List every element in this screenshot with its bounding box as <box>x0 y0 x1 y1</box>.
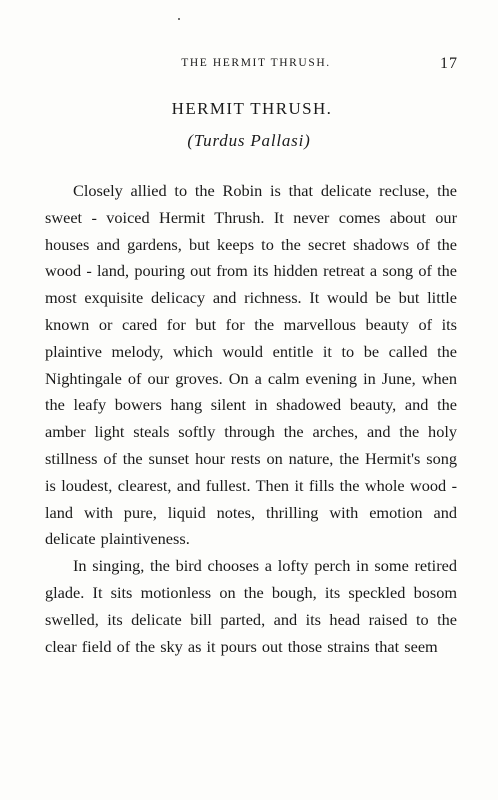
running-title: THE HERMIT THRUSH. <box>181 57 331 69</box>
paragraph: Closely allied to the Robin is that delicate recluse, the sweet - voiced Hermit Thrush. It never comes about our houses and gardens, but keeps to the secret shadows of the wood - land, pouring out from its hidden retreat a song of the most exquisite delicacy and richness. It would be but little known or cared for but for the marvellous beauty of its plaintive melody, which would entitle it to be called the Nightingale of our groves. On a calm evening in June, when the leafy bowers hang silent in shadowed beauty, and the amber light steals softly through the arches, and the holy stillness of the sunset hour rests on nature, the Hermit's song is loudest, clearest, and fullest. Then it fills the whole wood - land with pure, liquid notes, thrilling with emotion and delicate plaintiveness. <box>45 181 457 549</box>
scientific-name: (Turdus Pallasi) <box>187 131 311 150</box>
running-header <box>0 57 498 77</box>
paragraph: In singing, the bird chooses a lofty perch in some retired glade. It sits motionless on the bough, its speckled bosom swelled, its delicate bill parted, and its head raised to the clear field of the sky as it pours out those strains that seem <box>45 556 457 656</box>
body-text <box>45 178 457 660</box>
ink-speck <box>178 18 180 20</box>
page-number: 17 <box>440 55 458 72</box>
section-title: HERMIT THRUSH. <box>171 99 333 118</box>
